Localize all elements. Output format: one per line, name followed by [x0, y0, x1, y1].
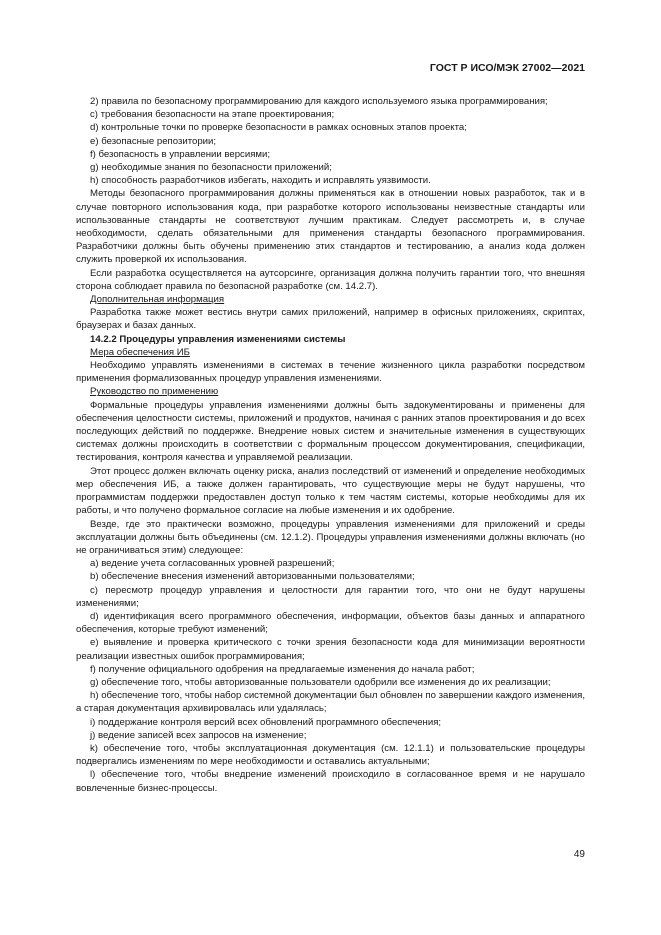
subsection-label: Мера обеспечения ИБ — [90, 346, 190, 358]
paragraph: d) контрольные точки по проверке безопасности в рамках основных этапов проекта; — [90, 122, 467, 134]
paragraph: f) получение официального одобрения на предлагаемые изменения до начала работ; — [90, 663, 475, 675]
paragraph: k) обеспечение того, чтобы эксплуатационная документация (см. 12.1.1) и пользовательские процедуры подвергались изменениям по мере необходимости и оставались актуальными; — [76, 742, 585, 768]
paragraph: h) способность разработчиков избегать, находить и исправлять уязвимости. — [90, 175, 431, 187]
paragraph: b) обеспечение внесения изменений авторизованными пользователями; — [90, 571, 415, 583]
paragraph: c) требования безопасности на этапе проектирования; — [90, 109, 335, 121]
paragraph: e) безопасные репозитории; — [90, 135, 217, 147]
paragraph: h) обеспечение того, чтобы набор системной документации был обновлен по завершении каждого изменения, а старая документация архивировалась или удалялась; — [76, 690, 585, 715]
subsection-label: Руководство по применению — [90, 386, 219, 398]
paragraph: c) пересмотр процедур управления и целостности для гарантии того, что они не будут нарушены изменениями; — [76, 584, 585, 609]
paragraph: Везде, где это практически возможно, процедуры управления изменениями для приложений и среды эксплуатации должны быть объединены (см. 12.1.2). Процедуры управления изменениями должны включать (но не ограничиваться этим) следующее: — [76, 518, 585, 556]
document-body — [76, 95, 585, 795]
paragraph: Этот процесс должен включать оценку риска, анализ последствий от изменений и определение необходимых мер обеспечения ИБ, а также должен гарантировать, что существующие меры не будут нарушены, что программистам поддержки предоставлен доступ только к тем частям системы, которые необходимы для их работы, и что получено формальное согласие на любые изменения и их одобрение. — [76, 465, 585, 517]
paragraph: f) безопасность в управлении версиями; — [90, 148, 271, 160]
paragraph: Если разработка осуществляется на аутсорсинге, организация должна получить гарантии того, что внешняя сторона соблюдает правила по безопасной разработке (см. 14.2.7). — [76, 267, 585, 292]
paragraph: j) ведение записей всех запросов на изменение; — [90, 729, 307, 741]
paragraph: l) обеспечение того, чтобы внедрение изменений происходило в согласованное время и не нарушало вовлеченные бизнес-процессы. — [76, 769, 585, 794]
paragraph: g) обеспечение того, чтобы авторизованные пользователи одобрили все изменения до их реализации; — [90, 676, 551, 688]
paragraph: g) необходимые знания по безопасности приложений; — [90, 162, 332, 174]
paragraph: 2) правила по безопасному программированию для каждого используемого языка программирования; — [90, 96, 548, 107]
paragraph: d) идентификация всего программного обеспечения, информации, объектов базы данных и аппаратного обеспечения, которые требуют изменений; — [76, 610, 585, 636]
section-heading: 14.2.2 Процедуры управления изменениями системы — [90, 333, 346, 345]
page-number: 49 — [573, 849, 585, 860]
subsection-label: Дополнительная информация — [90, 294, 225, 306]
paragraph: e) выявление и проверка критического с точки зрения безопасности кода для минимизации вероятности реализации известных ошибок программирования; — [76, 637, 585, 662]
paragraph: i) поддержание контроля версий всех обновлений программного обеспечения; — [90, 716, 442, 728]
paragraph: Формальные процедуры управления изменениями должны быть задокументированы и применены для обеспечения целостности системы, приложений и продуктов, начиная с ранних этапов проектирования и до всех последующих действий по поддержке. Внедрение новых систем и значительные изменения в существующих системах должны происходить в соответствии с формальным процессом документирования, спецификации, тестирования, контроля качества и управляемой реализации. — [76, 399, 585, 464]
paragraph: Необходимо управлять изменениями в системах в течение жизненного цикла разработки посредством применения формализованных процедур управления изменениями. — [76, 360, 585, 385]
paragraph: Разработка также может вестись внутри самих приложений, например в офисных приложениях, скриптах, браузерах и базах данных. — [76, 307, 585, 332]
paragraph: a) ведение учета согласованных уровней разрешений; — [90, 558, 335, 570]
document-header: ГОСТ Р ИСО/МЭК 27002—2021 — [429, 62, 585, 74]
paragraph: Методы безопасного программирования должны применяться как в отношении новых разработок, так и в случае повторного использования кода, при разработке которого использованы неизвестные стандарты или использованные стандарты не соответствуют лучшим практикам. Следует рассмотреть и, в случае необходимости, сделать обязательными для применения стандарты безопасного программирования. Разработчики должны быть обучены применению этих стандартов и тестированию, а анализ кода должен служить проверкой их использования. — [76, 188, 585, 266]
